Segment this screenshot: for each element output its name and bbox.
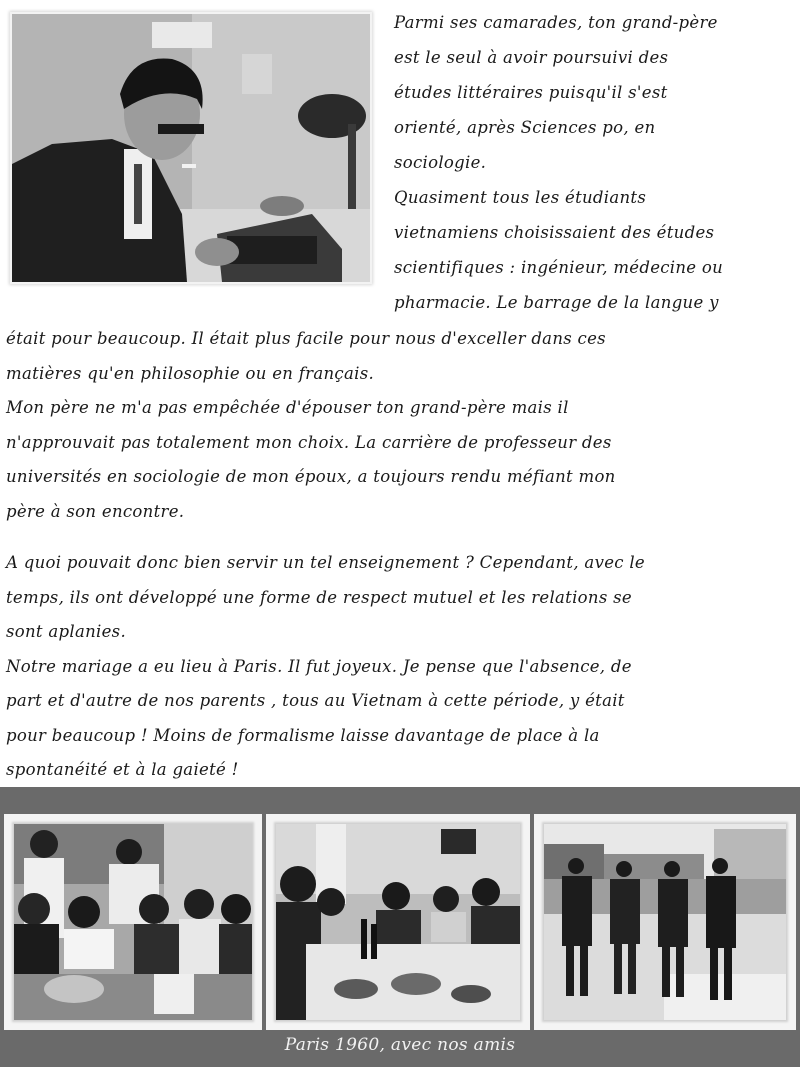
body-line: n'approuvait pas totalement mon choix. La carrière de professeur des bbox=[6, 432, 612, 452]
intro-line: études littéraires puisqu'il s'est bbox=[394, 83, 668, 102]
intro-line: orienté, après Sciences po, en bbox=[394, 118, 656, 137]
photo-frame-four-men bbox=[534, 814, 796, 1030]
typewriter-photo bbox=[12, 14, 370, 282]
dinner-party-photo bbox=[276, 824, 520, 1020]
friends-table-photo bbox=[14, 824, 252, 1020]
intro-line: scientifiques : ingénieur, médecine ou bbox=[394, 258, 724, 277]
gallery-caption: Paris 1960, avec nos amis bbox=[284, 1035, 516, 1055]
body-line: matières qu'en philosophie ou en français. bbox=[6, 363, 375, 383]
intro-line: sociologie. bbox=[394, 153, 487, 172]
four-men-photo bbox=[544, 824, 786, 1020]
body-text bbox=[6, 322, 792, 788]
body-line: Notre mariage a eu lieu à Paris. Il fut joyeux. Je pense que l'absence, de bbox=[6, 656, 632, 676]
body-line: sont aplanies. bbox=[6, 622, 126, 641]
body-line: universités en sociologie de mon époux, a toujours rendu méfiant mon bbox=[6, 467, 616, 486]
intro-line: pharmacie. Le barrage de la langue y bbox=[394, 293, 719, 312]
paragraph-gap bbox=[6, 529, 792, 546]
body-line: A quoi pouvait donc bien servir un tel enseignement ? Cependant, avec le bbox=[6, 553, 645, 572]
intro-line: Parmi ses camarades, ton grand-père bbox=[394, 13, 718, 32]
intro-line: Quasiment tous les étudiants bbox=[394, 188, 647, 207]
intro-paragraph bbox=[394, 5, 786, 320]
body-line: temps, ils ont développé une forme de respect mutuel et les relations se bbox=[6, 587, 632, 607]
body-line: Mon père ne m'a pas empêchée d'épouser ton grand-père mais il bbox=[6, 398, 569, 417]
photo-frame-dinner-party bbox=[266, 814, 530, 1030]
body-line: père à son encontre. bbox=[6, 501, 185, 521]
body-line: pour beaucoup ! Moins de formalisme laisse davantage de place à la bbox=[6, 725, 600, 745]
body-line: était pour beaucoup. Il était plus facile pour nous d'exceller dans ces bbox=[6, 329, 606, 348]
photo-gallery bbox=[0, 787, 800, 1067]
body-line: part et d'autre de nos parents , tous au Vietnam à cette période, y était bbox=[6, 691, 625, 710]
photo-frame-friends-table bbox=[4, 814, 262, 1030]
body-line: spontanéité et à la gaieté ! bbox=[6, 760, 239, 779]
intro-line: vietnamiens choisissaient des études bbox=[394, 223, 715, 242]
intro-line: est le seul à avoir poursuivi des bbox=[394, 48, 669, 67]
